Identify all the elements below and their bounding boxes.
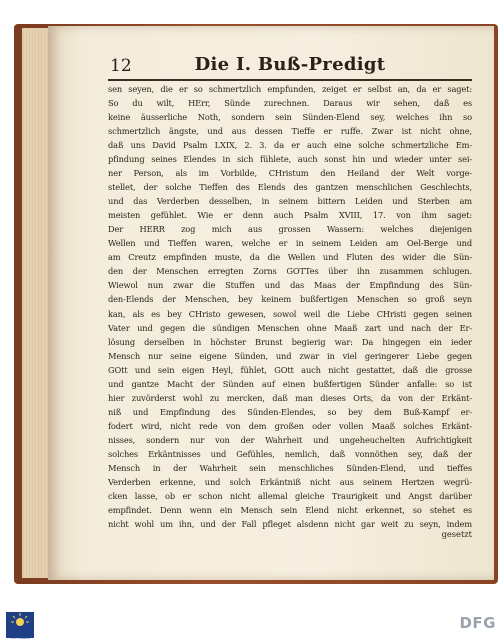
text-line: kan, als es bey CHristo gewesen, sowol weil die Liebe CHristi gegen seinen bbox=[108, 308, 472, 319]
text-line: den-Elends der Menschen, bey keinem bußfertigen Menschen so groß seyn bbox=[108, 294, 472, 305]
text-line: solches Erkäntnisses und Gefühles, nemlich, daß vonnöthen sey, daß der bbox=[108, 448, 472, 459]
text-line: lösung derselben in höchster Brunst begierig war: Da hingegen ein ieder bbox=[108, 336, 472, 347]
text-line: Wellen und Tieffen waren, welche er in seinem Leiden am Oel-Berge und bbox=[108, 238, 472, 249]
text-line bbox=[108, 531, 472, 532]
text-line: Wiewol nun zwar die Stuffen und das Maas der Empfindung des Sün- bbox=[108, 280, 472, 291]
text-line: Verderben erkenne, und solch Erkäntniß nicht aus seinem Hertzen wegrü- bbox=[108, 476, 472, 487]
text-line: pfindung seines Elendes in sich fühlete, auch sonst hin und wieder unter sei- bbox=[108, 154, 472, 165]
text-line: daß uns David Psalm LXIX, 2. 3. da er auch eine solche schmertzliche Em- bbox=[108, 140, 472, 151]
sun-emblem-icon bbox=[10, 612, 30, 628]
text-line: und das Verderben desselben, in seinem bittern Leiden und Sterben am bbox=[108, 196, 472, 207]
text-line: ner Person, als im Vorbilde, CHristum den Heiland der Welt vorge- bbox=[108, 168, 472, 179]
text-line: Mensch nur seine eigene Sünden, und zwar in viel geringerer Liebe gegen bbox=[108, 350, 472, 361]
text-line: den der Menschen erregten Zorns GOTTes über ihn zusammen schlugen. bbox=[108, 266, 472, 277]
body-text bbox=[108, 82, 472, 532]
catchword: gesetzt bbox=[441, 529, 472, 539]
library-name-line1: FRANCKESCHE bbox=[8, 632, 32, 636]
header-rule bbox=[108, 79, 472, 81]
text-line: empfindet. Denn wenn ein Mensch sein Elend nicht erkennet, so stehet es bbox=[108, 504, 472, 515]
text-line: fodert wird, nicht rede von dem großen oder vollen Maaß solches Erkänt- bbox=[108, 420, 472, 431]
footer-bar bbox=[0, 610, 504, 641]
text-line: Mensch in der Wahrheit sein menschliches Sünden-Elend, und tieffes bbox=[108, 462, 472, 473]
text-line: Der HERR zog mich aus grossen Wassern: welches diejenigen bbox=[108, 224, 472, 235]
running-title: Die I. Buß-Predigt bbox=[194, 54, 386, 75]
page-header bbox=[110, 56, 470, 80]
text-line: schmertzlich ängste, und aus dessen Tieffe er ruffe. Zwar ist nicht ohne, bbox=[108, 126, 472, 137]
text-line: sen seyen, die er so schmertzlich empfunden, zeiget er selbst an, da er saget: bbox=[108, 84, 472, 94]
text-line: GOtt und sein eigen Heyl, fühlet, GOtt auch nicht gestattet, daß die grosse bbox=[108, 364, 472, 375]
text-line: Vater und gegen die sündigen Menschen ohne Maaß zart und nach der Er- bbox=[108, 322, 472, 333]
dfg-logo: DFG bbox=[459, 614, 496, 632]
text-line: am Creutz empfinden muste, da die Wellen und Fluten des wider die Sün- bbox=[108, 252, 472, 263]
text-line: cken lasse, ob er schon nicht allemal gleiche Traurigkeit und Angst darüber bbox=[108, 490, 472, 501]
text-line: hier zuvörderst wohl zu mercken, daß man dieses Orts, da von der Erkänt- bbox=[108, 392, 472, 403]
page-number: 12 bbox=[110, 56, 132, 76]
text-line: So du wilt, HErr, Sünde zurechnen. Daraus wir sehen, daß es bbox=[108, 98, 472, 109]
library-name-line2: STIFTUNGEN bbox=[10, 636, 30, 640]
text-line: und gantze Macht der Sünden auf einen bußfertigen Sünder anfalle: so ist bbox=[108, 378, 472, 389]
text-line: nisses, sondern nur von der Wahrheit und ungeheuchelten Aufrichtigkeit bbox=[108, 434, 472, 445]
text-line: nicht wohl um ihn, und der Fall pfleget alsdenn nicht gar weit zu seyn, indem bbox=[108, 518, 472, 529]
text-line: niß und Empfindung des Sünden-Elendes, so bey dem Buß-Kampf er- bbox=[108, 406, 472, 417]
text-line: keine äusserliche Noth, sondern sein Sünden-Elend sey, welches ihn so bbox=[108, 112, 472, 123]
text-line: stellet, der solche Tieffen des Elends des gantzen menschlichen Geschlechts, bbox=[108, 182, 472, 193]
text-line: meisten gefühlet. Wie er denn auch Psalm XVIII, 17. von ihm saget: bbox=[108, 210, 472, 221]
